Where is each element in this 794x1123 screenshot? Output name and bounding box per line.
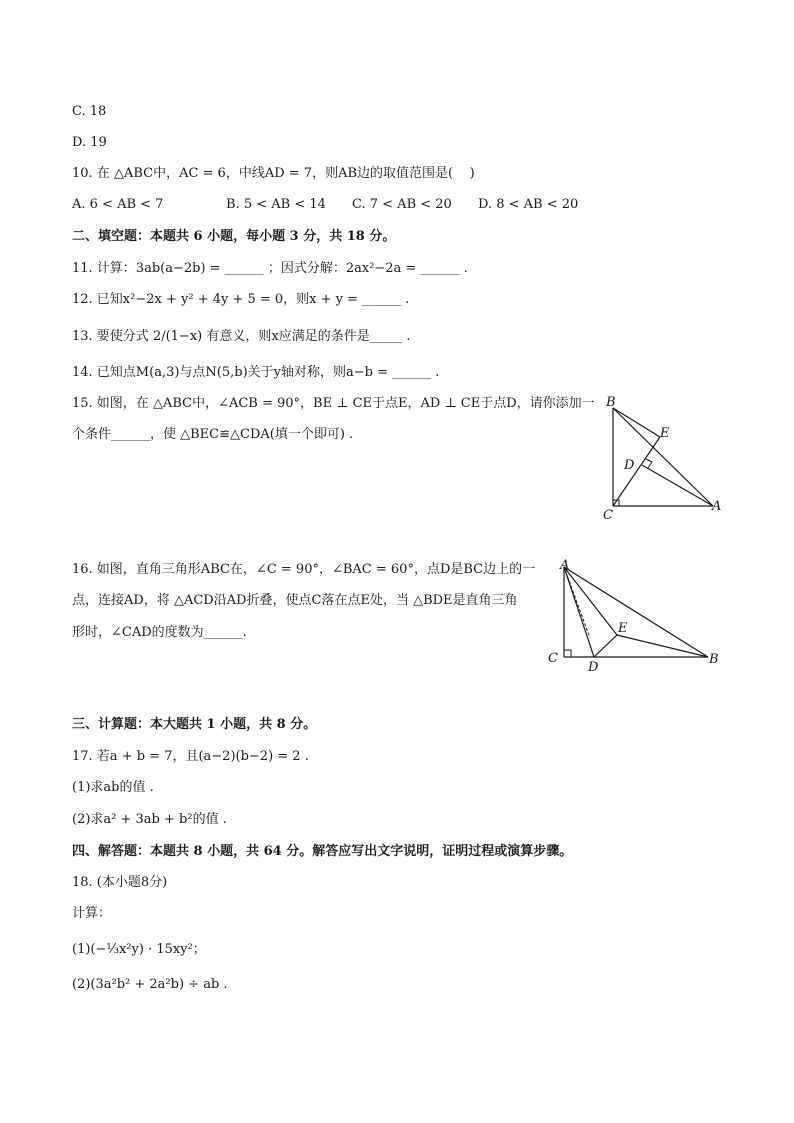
section-3-heading: 三、计算题：本大题共 1 小题，共 8 分。 — [72, 717, 317, 732]
question-16-line3: 形时，∠CAD的度数为______. — [72, 625, 247, 640]
question-17-part2: (2)求a² + 3ab + b²的值 . — [72, 812, 227, 827]
question-11: 11. 计算：3ab(a−2b) = ______ ；因式分解：2ax²−2a = ______ . — [72, 261, 468, 276]
question-18-calc-label: 计算： — [72, 906, 112, 921]
q10-option-d: D. 8 < AB < 20 — [478, 197, 579, 212]
question-18-part1: (1)(−⅓x²y) · 15xy²； — [72, 942, 206, 957]
fig16-label-d: D — [588, 660, 599, 675]
section-4-heading: 四、解答题：本题共 8 小题，共 64 分。解答应写出文字说明，证明过程或演算步骤。 — [72, 844, 573, 859]
question-18-part2: (2)(3a²b² + 2a²b) ÷ ab . — [72, 977, 228, 992]
fig16-label-c: C — [548, 651, 558, 666]
figure-15 — [596, 392, 736, 524]
q10-option-c: C. 7 < AB < 20 — [352, 197, 452, 212]
fig16-segment-de — [594, 635, 617, 657]
question-14: 14. 已知点M(a,3)与点N(5,b)关于y轴对称，则a−b = ______ . — [72, 365, 440, 380]
question-13: 13. 要使分式 2/(1−x) 有意义，则x应满足的条件是_____ . — [72, 329, 411, 344]
figure-16 — [540, 558, 730, 676]
d19-line: D. 19 — [72, 135, 107, 150]
question-15-line1: 15. 如图，在 △ABC中，∠ACB = 90°，BE ⊥ CE于点E，AD ⊥ CE于点D，请你添加一 — [72, 396, 595, 411]
question-10: 10. 在 △ABC中，AC = 6，中线AD = 7，则AB边的取值范围是( ) — [72, 166, 475, 181]
fig15-label-b: B — [606, 395, 616, 410]
fig15-label-a: A — [712, 499, 722, 514]
fig16-segment-ad — [564, 567, 594, 657]
fig15-label-c: C — [603, 508, 613, 523]
question-17: 17. 若a + b = 7，且(a−2)(b−2) = 2 . — [72, 749, 309, 764]
question-16-line1: 16. 如图，直角三角形ABC在，∠C = 90°，∠BAC = 60°，点D是BC边上的一 — [72, 562, 536, 577]
fig16-segment-ae — [564, 567, 617, 635]
fig16-right-angle-c — [564, 650, 571, 657]
question-18: 18. (本小题8分) — [72, 875, 168, 890]
question-16-line2: 点，连接AD，将 △ACD沿AD折叠，使点C落在点E处，当 △BDE是直角三角 — [72, 593, 518, 608]
fig16-label-e: E — [618, 621, 628, 636]
question-12: 12. 已知x²−2x + y² + 4y + 5 = 0，则x + y = ______ . — [72, 292, 410, 307]
fig15-label-d: D — [624, 458, 635, 473]
question-15-line2: 个条件______，使 △BEC≌△CDA(填一个即可) . — [72, 427, 354, 442]
fig16-label-b: B — [709, 652, 719, 667]
q10-option-a: A. 6 < AB < 7 — [72, 197, 164, 212]
fig15-right-angle-d — [646, 459, 652, 468]
fig16-segment-eb — [617, 635, 708, 657]
fig15-segment-be — [613, 408, 660, 437]
section-2-heading: 二、填空题：本题共 6 小题，每小题 3 分，共 18 分。 — [72, 229, 396, 244]
fig16-segment-ab — [564, 567, 708, 657]
fig16-segment-ce-dashed — [564, 567, 590, 638]
c18-line: C. 18 — [72, 104, 107, 119]
fig15-label-e: E — [660, 426, 670, 441]
q10-option-b: B. 5 < AB < 14 — [226, 197, 326, 212]
fig16-label-a: A — [560, 558, 570, 573]
question-17-part1: (1)求ab的值 . — [72, 780, 154, 795]
fig15-segment-ba — [613, 408, 713, 506]
